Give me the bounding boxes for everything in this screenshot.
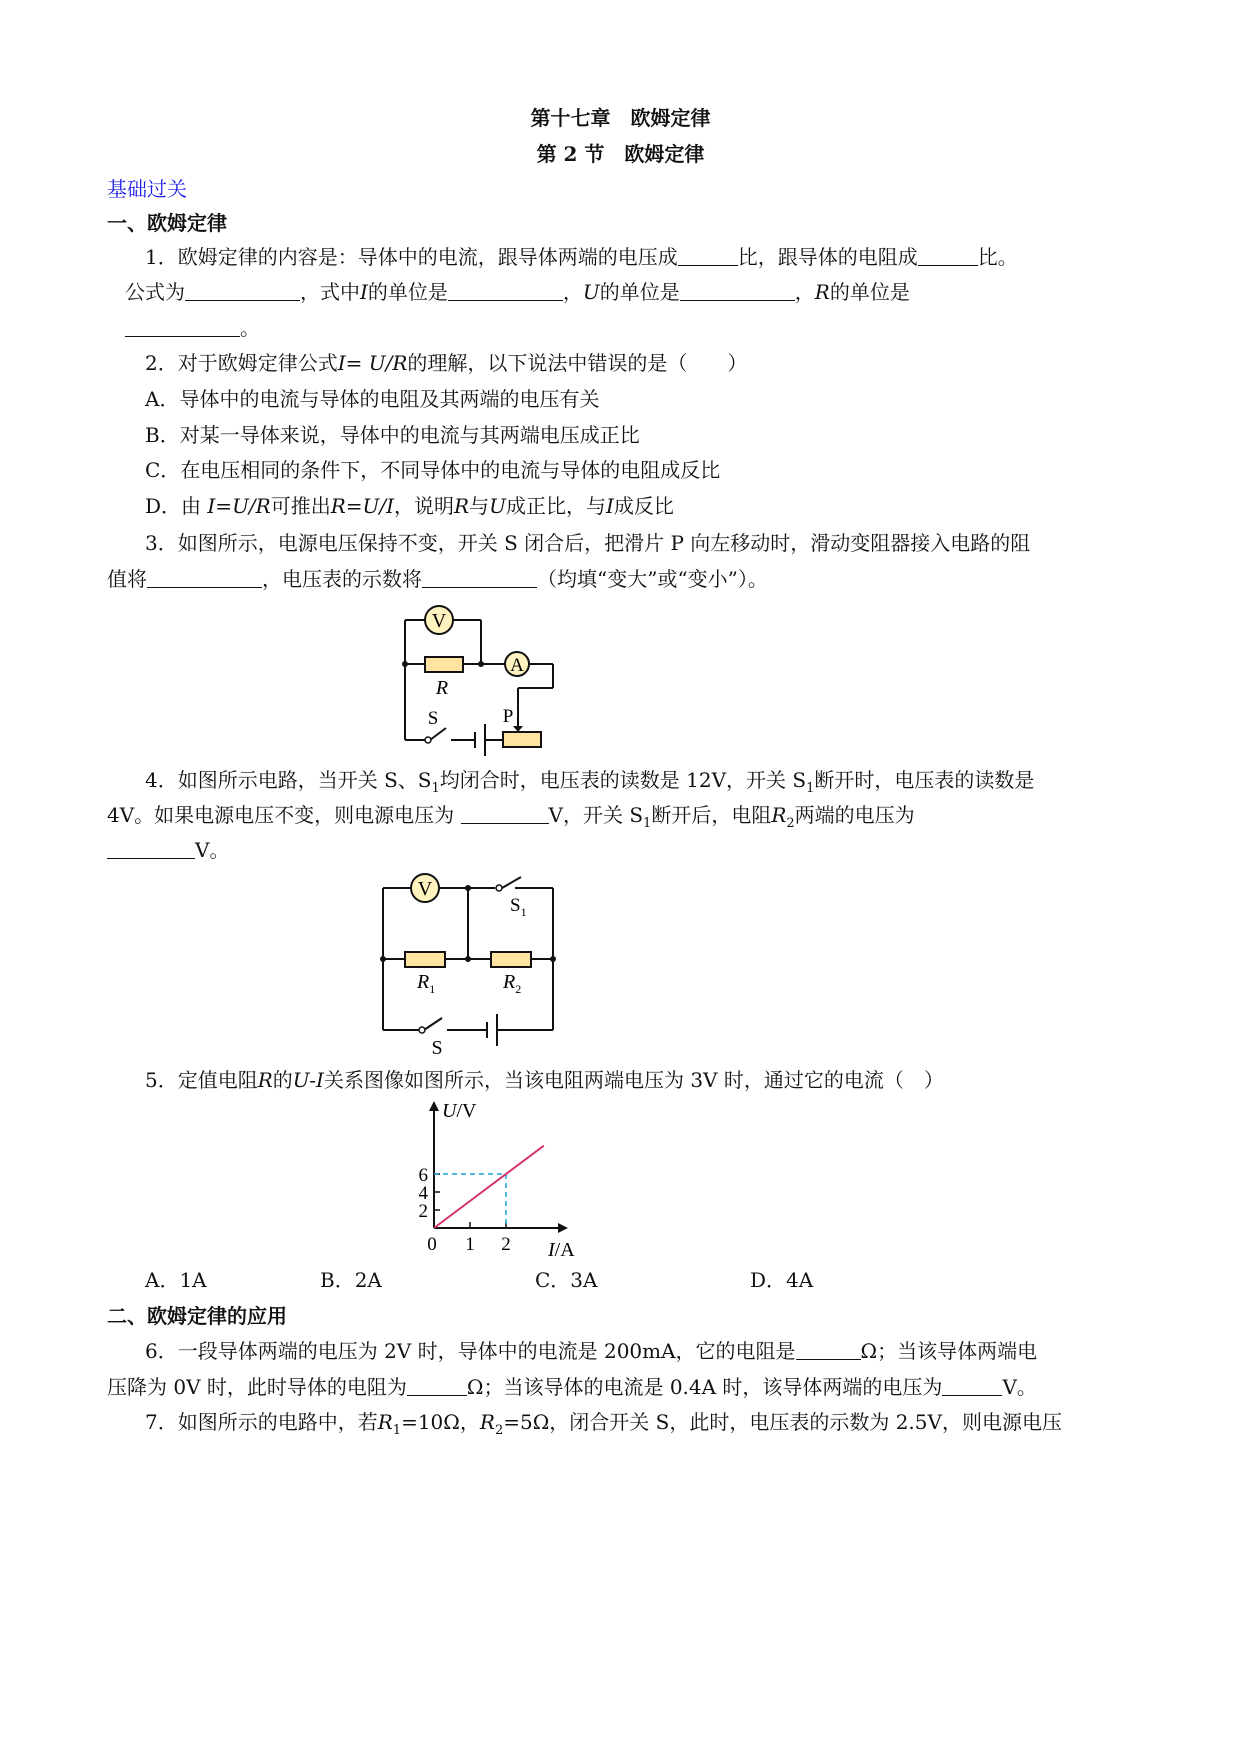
resistor-r2-label: $R_2$ <box>503 971 522 996</box>
part2-heading: 二、欧姆定律的应用 <box>107 1304 287 1328</box>
switch-label: S <box>427 708 439 729</box>
switch-s-label: S <box>431 1037 443 1058</box>
ui-series-line <box>434 1146 544 1228</box>
y-axis-label: U/V <box>442 1100 477 1122</box>
q6-line2: 压降为 0V 时，此时导体的电阻为 Ω；当该导体的电流是 0.4A 时，该导体两端的电压为 V。 <box>107 1375 1037 1399</box>
chapter-title: 第十七章 欧姆定律 <box>530 106 711 130</box>
q6-line1: 6．一段导体两端的电压为 2V 时，导体中的电流是 200mA，它的电阻是 Ω；当该导体两端电 <box>145 1339 1038 1363</box>
voltmeter-label: V <box>431 610 447 632</box>
q2-option-b: B．对某一导体来说，导体中的电流与其两端电压成正比 <box>145 423 640 447</box>
resistor-r1-label: $R_1$ <box>417 971 436 996</box>
x-tick-label: 2 <box>501 1234 511 1255</box>
resistor-label: R <box>435 677 449 699</box>
q2-option-a: A．导体中的电流与导体的电阻及其两端的电压有关 <box>145 387 600 411</box>
x-axis-arrow <box>558 1223 568 1233</box>
q4-line2: 4V。如果电源电压不变，则电源电压为 V，开关 $S_1$断开后，电阻$R_2$两端的电压为 <box>107 803 915 831</box>
q4-line3: V。 <box>107 836 229 864</box>
switch-s1-label: $S_1$ <box>510 895 527 919</box>
switch-s-icon <box>425 737 431 743</box>
y-axis-arrow <box>429 1101 439 1111</box>
q1-line1: 1．欧姆定律的内容是：导体中的电流，跟导体两端的电压成 比，跟导体的电阻成 比。 <box>145 245 1018 269</box>
part1-heading: 一、欧姆定律 <box>107 211 227 235</box>
y-tick-label: 4 <box>418 1183 428 1204</box>
q2-stem: 2．对于欧姆定律公式I= U/R的理解，以下说法中错误的是（ ） <box>145 351 748 375</box>
resistor-r2-icon <box>491 952 531 967</box>
ammeter-label: A <box>510 655 524 676</box>
origin-label: 0 <box>427 1234 437 1255</box>
x-axis-label: I/A <box>548 1239 575 1261</box>
slider-label: P <box>502 706 514 727</box>
voltmeter-label: V <box>417 878 433 900</box>
q1-line3: 。 <box>125 314 260 342</box>
section-title: 第 2 节 欧姆定律 <box>536 142 705 166</box>
q3-line1: 3．如图所示，电源电压保持不变，开关 S 闭合后，把滑片 P 向左移动时，滑动变阻器接入电路的阻 <box>145 531 1031 555</box>
q2-option-d: D．由 I=U/R可推出R=U/I，说明R与U成正比，与I成反比 <box>145 494 674 518</box>
q2-option-c: C．在电压相同的条件下，不同导体中的电流与导体的电阻成反比 <box>145 458 721 482</box>
x-tick-label: 1 <box>465 1234 475 1255</box>
q3-line2: 值将 ，电压表的示数将 （均填“变大”或“变小”）。 <box>107 567 768 591</box>
q5-stem: 5．定值电阻R的U-I关系图像如图所示，当该电阻两端电压为 3V 时，通过它的电流（ ） <box>145 1068 944 1092</box>
switch-s1-icon <box>496 885 502 891</box>
q7-line1: 7．如图所示的电路中，若$R_1=10\Omega$，$R_2=5\Omega$，闭合开关 S，此时，电压表的示数为 2.5V，则电源电压 <box>145 1410 1062 1438</box>
q3-circuit-diagram <box>395 598 565 756</box>
q4-circuit-diagram <box>375 868 565 1058</box>
resistor-r1-icon <box>405 952 445 967</box>
basics-label: 基础过关 <box>107 177 187 201</box>
rheostat-icon <box>503 732 541 747</box>
q5-option-a: A．1A <box>145 1268 207 1292</box>
ui-graph <box>410 1095 595 1265</box>
q4-line1: 4．如图所示电路，当开关 S、$S_1$均闭合时，电压表的读数是 12V，开关 $S_1$断开时，电压表的读数是 <box>145 768 1035 796</box>
q5-option-d: D．4A <box>750 1268 814 1292</box>
switch-s-icon <box>419 1027 425 1033</box>
q5-option-b: B．2A <box>320 1268 382 1292</box>
q5-option-c: C．3A <box>535 1268 598 1292</box>
y-tick-label: 6 <box>418 1165 428 1186</box>
y-tick-label: 2 <box>418 1201 428 1222</box>
resistor-r-icon <box>425 657 463 672</box>
q1-line2: 公式为 ，式中I的单位是 ，U的单位是 ，R的单位是 <box>125 280 910 304</box>
